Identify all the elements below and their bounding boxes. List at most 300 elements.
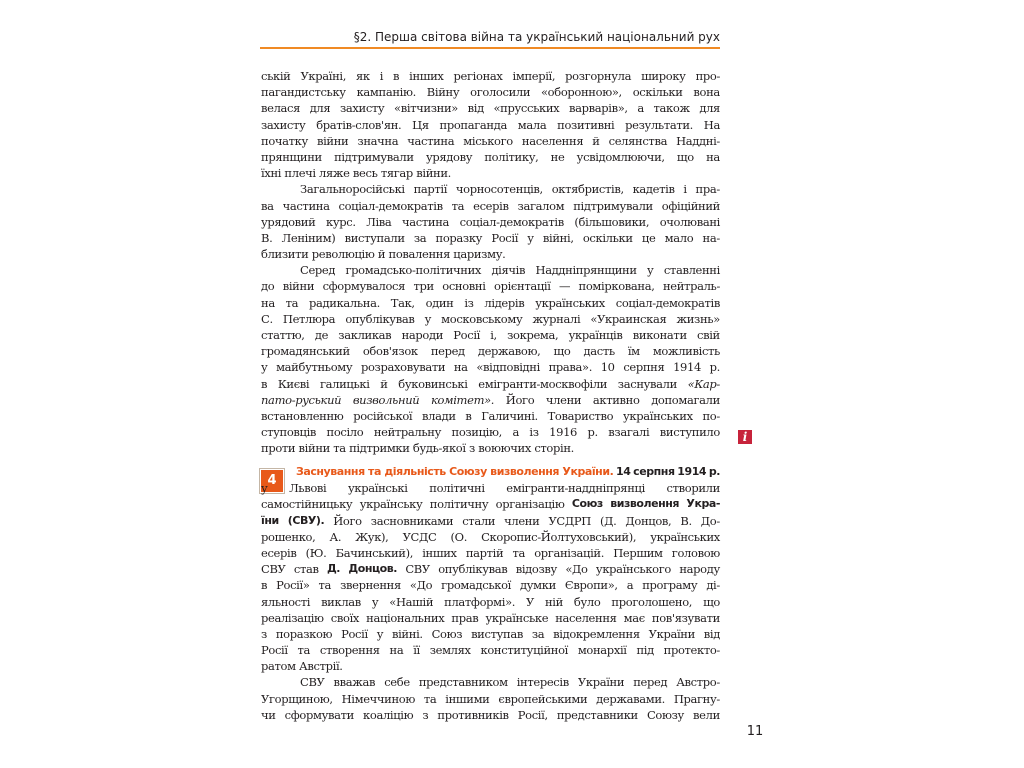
word: виступали — [344, 230, 405, 245]
word: та — [285, 295, 299, 310]
word: російської — [353, 408, 413, 423]
text-line — [261, 278, 720, 294]
word: українську — [359, 497, 423, 512]
text-line — [261, 626, 720, 642]
word: повалення — [388, 247, 450, 262]
word: створили — [666, 481, 720, 496]
word: політику, — [484, 149, 539, 164]
text-line — [261, 343, 720, 359]
word: підтримували — [334, 149, 414, 164]
word: українських — [535, 295, 605, 310]
word: допомагали — [651, 392, 720, 407]
word: (СВУ). — [287, 513, 325, 527]
word: від — [467, 101, 484, 116]
word: ва — [261, 198, 274, 213]
word: Угорщиною, — [261, 691, 333, 706]
text-line — [261, 198, 720, 214]
word: відокремлення — [553, 626, 640, 641]
word: Україні, — [300, 69, 347, 83]
text-line — [261, 327, 720, 343]
word: царизму. — [453, 247, 506, 262]
word: СВУ — [405, 562, 430, 577]
word: та — [297, 643, 311, 658]
word: пра- — [695, 182, 720, 197]
word: підтримували — [573, 198, 653, 213]
word: громадської — [441, 578, 511, 593]
word: Укра- — [686, 497, 720, 511]
text-line — [261, 149, 720, 165]
word: Росії — [491, 230, 519, 245]
word: влади — [422, 408, 456, 423]
word: програму — [642, 578, 698, 593]
word: воюючих — [478, 441, 531, 456]
text-line — [261, 513, 720, 529]
word: (більшовики, — [574, 214, 650, 229]
text-line — [261, 262, 720, 278]
word: Жук), — [355, 529, 389, 544]
word: Донцов. — [348, 562, 398, 576]
word: а — [512, 425, 519, 440]
word: війни — [298, 441, 330, 456]
word: соціал-демократів — [459, 214, 564, 229]
word: протекто- — [663, 643, 720, 658]
word: у — [376, 626, 384, 641]
word: реалізацію — [261, 610, 324, 625]
text-line — [261, 529, 720, 545]
word: «Нашій — [389, 594, 434, 609]
word: УСДС — [402, 529, 437, 544]
word: яльності — [261, 594, 311, 609]
word: населення — [521, 133, 584, 148]
text-line — [261, 545, 720, 561]
word: землях — [429, 643, 471, 658]
word: лідерів — [484, 295, 525, 310]
word: до — [261, 279, 275, 294]
section-heading: Заснування та діяльність Союзу визволення України. — [296, 465, 614, 478]
word: у — [261, 360, 268, 375]
word: Загальноросійські — [300, 182, 405, 197]
word: Його — [505, 392, 535, 407]
word: 10 — [600, 360, 615, 375]
word: Росії, — [517, 707, 548, 722]
word: самостійницьку — [261, 497, 353, 512]
word: сформувати — [284, 707, 354, 722]
word: відозву — [515, 562, 557, 577]
word: 1914 — [673, 360, 701, 375]
word: «До — [565, 562, 588, 577]
word: серпня — [623, 360, 665, 375]
word: діячів — [491, 263, 526, 278]
word: українське — [485, 610, 549, 625]
word: війні, — [542, 230, 574, 245]
word: один — [425, 295, 454, 310]
word: активно — [592, 392, 640, 407]
word: Наддні- — [676, 133, 720, 148]
word: «вітчизни» — [394, 101, 458, 116]
word: широку — [641, 69, 686, 83]
word: громадсько-політичних — [345, 263, 482, 278]
word: Скоропис-Йолтуховський), — [481, 529, 637, 544]
word: проти — [261, 441, 296, 456]
word: права». — [548, 360, 593, 375]
word: їм — [627, 344, 640, 359]
word: буковинські — [398, 376, 468, 391]
word: Галичині. — [481, 408, 538, 423]
word: Д. — [326, 562, 341, 576]
word: галицькі — [319, 376, 370, 391]
word: вели — [693, 707, 720, 722]
word: іншими — [445, 691, 490, 706]
text-line — [261, 561, 720, 577]
word: народи — [401, 328, 444, 342]
word: «До — [409, 578, 433, 593]
word: з — [261, 626, 267, 641]
word: створення — [319, 643, 380, 658]
word: В. — [261, 230, 273, 245]
word: війні. — [391, 626, 423, 641]
word: серпня — [633, 465, 675, 478]
word: Леніним) — [281, 230, 336, 245]
text-line — [261, 707, 720, 723]
word: р. — [587, 425, 598, 440]
word: де — [314, 328, 329, 342]
word: й — [380, 376, 388, 391]
word: було — [573, 594, 601, 609]
word: із — [464, 295, 474, 310]
word: Союз — [571, 497, 603, 511]
word: Донцов, — [625, 513, 672, 528]
word: кадетів — [632, 182, 675, 197]
word: і, — [490, 328, 497, 342]
text-line — [261, 359, 720, 375]
word: чорносотенців, — [455, 182, 543, 197]
word: частина — [282, 198, 330, 213]
text-line — [261, 100, 720, 116]
word: на — [453, 360, 468, 375]
word: Наддніпрянщини — [535, 263, 637, 278]
word: визвольний — [352, 392, 420, 407]
word: радикальна. — [309, 295, 380, 310]
word: із — [529, 425, 539, 440]
word: Війну — [426, 85, 460, 100]
word: прянщини — [261, 149, 322, 164]
word: партії — [413, 182, 448, 197]
text-line — [261, 165, 720, 181]
word: кампанію. — [356, 85, 416, 100]
word: українського — [595, 562, 671, 577]
word: очолювані — [659, 214, 720, 229]
word: думки — [520, 578, 556, 593]
word: соціал-демократів — [615, 295, 720, 310]
word: плечі — [284, 166, 316, 181]
word: В. — [680, 513, 692, 528]
word: у — [261, 481, 268, 496]
text-line — [261, 464, 720, 480]
word: організацій. — [534, 545, 605, 560]
body-text-lower — [261, 464, 720, 723]
word: початку — [261, 133, 308, 148]
word: орієнтації — [494, 279, 551, 294]
word: значна — [357, 133, 399, 148]
word: статтю, — [261, 328, 305, 342]
word: себе — [384, 675, 410, 690]
word: нейтраль- — [662, 279, 720, 294]
word: імперії, — [512, 69, 556, 83]
word: українців — [568, 328, 623, 342]
word: мало — [664, 230, 694, 245]
word: можливість — [652, 344, 720, 359]
word: Товариство — [547, 408, 614, 423]
word: виконати — [632, 328, 687, 342]
word: захисту — [339, 101, 385, 116]
word: визволення — [610, 497, 680, 511]
word: взагалі — [608, 425, 650, 440]
word: пагандистську — [261, 85, 346, 100]
word: СВУ — [300, 675, 325, 690]
word: закликав — [338, 328, 392, 342]
word: Його — [333, 513, 362, 528]
word: організацію — [495, 497, 565, 512]
word: оскільки — [582, 230, 633, 245]
word: для — [309, 101, 331, 116]
word: ській — [261, 69, 291, 83]
text-line — [261, 214, 720, 230]
word: — — [558, 279, 571, 294]
word: майбутньому — [276, 360, 353, 375]
text-line — [261, 408, 720, 424]
text-line — [261, 610, 720, 626]
word: за — [413, 230, 427, 245]
word: противників — [437, 707, 509, 722]
word: Австрії. — [299, 659, 343, 674]
word: На — [703, 117, 720, 132]
word: населення — [555, 610, 617, 625]
word: весь — [352, 166, 378, 181]
word: «Украинская — [590, 311, 667, 326]
word: вважав — [333, 675, 376, 690]
word: в — [465, 408, 472, 423]
word: опублікував — [345, 311, 415, 326]
word: інтересів — [516, 675, 569, 690]
word: в — [261, 376, 268, 391]
word: під — [636, 643, 654, 658]
word: нейтральну — [373, 425, 442, 440]
word: (Ю. — [305, 545, 327, 560]
word: дасть — [583, 344, 615, 359]
word: Серед — [300, 263, 336, 278]
word: поміркована, — [578, 279, 655, 294]
word: курс. — [325, 214, 356, 229]
word: р. — [708, 465, 720, 478]
word: ній — [544, 594, 563, 609]
word: у — [371, 594, 379, 609]
word: Так, — [390, 295, 415, 310]
word: для — [699, 101, 720, 116]
text-line — [261, 133, 720, 149]
word: на- — [702, 230, 720, 245]
word: представники — [556, 707, 638, 722]
word: члени — [504, 513, 540, 528]
word: ступовців — [261, 425, 317, 440]
word: монархії — [577, 643, 627, 658]
word: та — [318, 578, 332, 593]
word: виклав — [321, 594, 361, 609]
word: позитивні — [557, 117, 615, 132]
word: заснували — [617, 376, 677, 391]
word: і — [379, 69, 384, 83]
word: головою — [671, 545, 720, 560]
word: з — [469, 441, 475, 456]
word: пов'язувати — [651, 610, 720, 625]
text-line — [261, 658, 720, 674]
word: сторін. — [534, 441, 574, 456]
word: пато-руський — [261, 392, 342, 407]
word: велася — [261, 101, 301, 116]
word: і — [683, 182, 687, 197]
word: у — [424, 311, 432, 326]
word: звернення — [340, 578, 401, 593]
word: сформувалося — [322, 279, 406, 294]
word: представником — [418, 675, 508, 690]
word: урядовий — [261, 214, 316, 229]
text-line — [261, 295, 720, 311]
running-header: §2. Перша світова війна та український національний рух — [353, 30, 720, 44]
word: Ця — [412, 117, 429, 132]
word: з — [422, 707, 429, 722]
text-line — [261, 480, 720, 496]
word: війни — [316, 133, 349, 148]
word: 1916 — [549, 425, 578, 440]
word: державами. — [596, 691, 665, 706]
word: (Д. — [599, 513, 617, 528]
word: що — [703, 594, 720, 609]
word: Львові — [289, 481, 327, 496]
word: усвідомлюючи, — [576, 149, 665, 164]
word: тягар — [380, 166, 413, 181]
word: а — [637, 101, 644, 116]
word: як — [356, 69, 370, 83]
word: позицію, — [451, 425, 502, 440]
text-line — [261, 392, 720, 408]
body-text-upper — [261, 68, 720, 457]
word: війни. — [416, 166, 451, 181]
text-line — [261, 594, 720, 610]
word: це — [641, 230, 656, 245]
word: оскільки — [632, 85, 683, 100]
word: емігранти-москвофіли — [478, 376, 608, 391]
word: «оборонною», — [541, 85, 622, 100]
word: соціал-демократів — [338, 198, 443, 213]
word: Ліва — [366, 214, 392, 229]
word: в — [393, 69, 400, 83]
word: захисту — [261, 117, 306, 132]
word: у — [527, 230, 534, 245]
word: основні — [442, 279, 486, 294]
text-line — [261, 440, 720, 456]
word: прав — [451, 610, 479, 625]
word: загалом — [517, 198, 565, 213]
word: народу — [679, 562, 720, 577]
word: інших — [409, 69, 444, 83]
word: проголошено, — [611, 594, 693, 609]
word: а — [626, 578, 634, 593]
word: політичні — [429, 481, 485, 496]
word: комітет». — [430, 392, 495, 407]
word: близити — [261, 247, 309, 262]
text-line — [261, 674, 720, 690]
word: поразку — [435, 230, 483, 245]
word: громадянський — [261, 344, 350, 359]
word: варварів», — [568, 101, 628, 116]
word: українських — [650, 529, 720, 544]
word: Союз — [431, 626, 463, 641]
word: засновниками — [370, 513, 454, 528]
word: підтримки — [349, 441, 410, 456]
word: ратом — [261, 659, 296, 674]
word: посіло — [326, 425, 364, 440]
word: став — [293, 562, 319, 577]
word: ді- — [706, 578, 720, 593]
word: їхні — [261, 166, 282, 181]
word: конституційної — [480, 643, 568, 658]
text-line — [261, 642, 720, 658]
word: про- — [695, 69, 720, 83]
word: Росії — [261, 643, 288, 658]
word: пропаганда — [439, 117, 507, 132]
word: урядову — [425, 149, 473, 164]
word: партій — [465, 545, 504, 560]
word: частина — [402, 214, 450, 229]
word: Європи», — [564, 578, 618, 593]
word: не — [550, 149, 565, 164]
word: зокрема, — [507, 328, 559, 342]
page-number: 11 — [746, 724, 764, 739]
header-rule — [260, 47, 720, 49]
word: українських — [623, 408, 693, 423]
word: братів-слов'ян. — [316, 117, 402, 132]
text-line — [261, 230, 720, 246]
word: журналі — [532, 311, 581, 326]
word: та — [333, 441, 346, 456]
word: розгорнула — [565, 69, 632, 83]
word: октябристів, — [551, 182, 624, 197]
word: регіонах — [453, 69, 503, 83]
word: по- — [702, 408, 720, 423]
word: три — [413, 279, 434, 294]
word: інших — [422, 545, 457, 560]
word: УСДРП — [548, 513, 591, 528]
text-line — [261, 246, 720, 262]
word: оголосили — [470, 85, 531, 100]
word: члени — [545, 392, 582, 407]
text-line — [261, 376, 720, 392]
word: що — [676, 149, 694, 164]
word: частина — [407, 133, 455, 148]
word: та — [451, 198, 465, 213]
word: опублікував — [438, 562, 508, 577]
text-line — [261, 424, 720, 440]
word: Києві — [277, 376, 310, 391]
word: також — [653, 101, 690, 116]
word: має — [623, 610, 645, 625]
word: виступав — [471, 626, 523, 641]
word: емігранти-наддніпрянці — [506, 481, 645, 496]
word: Росії — [341, 626, 368, 641]
word: їни — [261, 513, 279, 527]
word: на — [389, 643, 404, 658]
word: від — [703, 626, 720, 641]
word: Прагну- — [673, 691, 720, 706]
